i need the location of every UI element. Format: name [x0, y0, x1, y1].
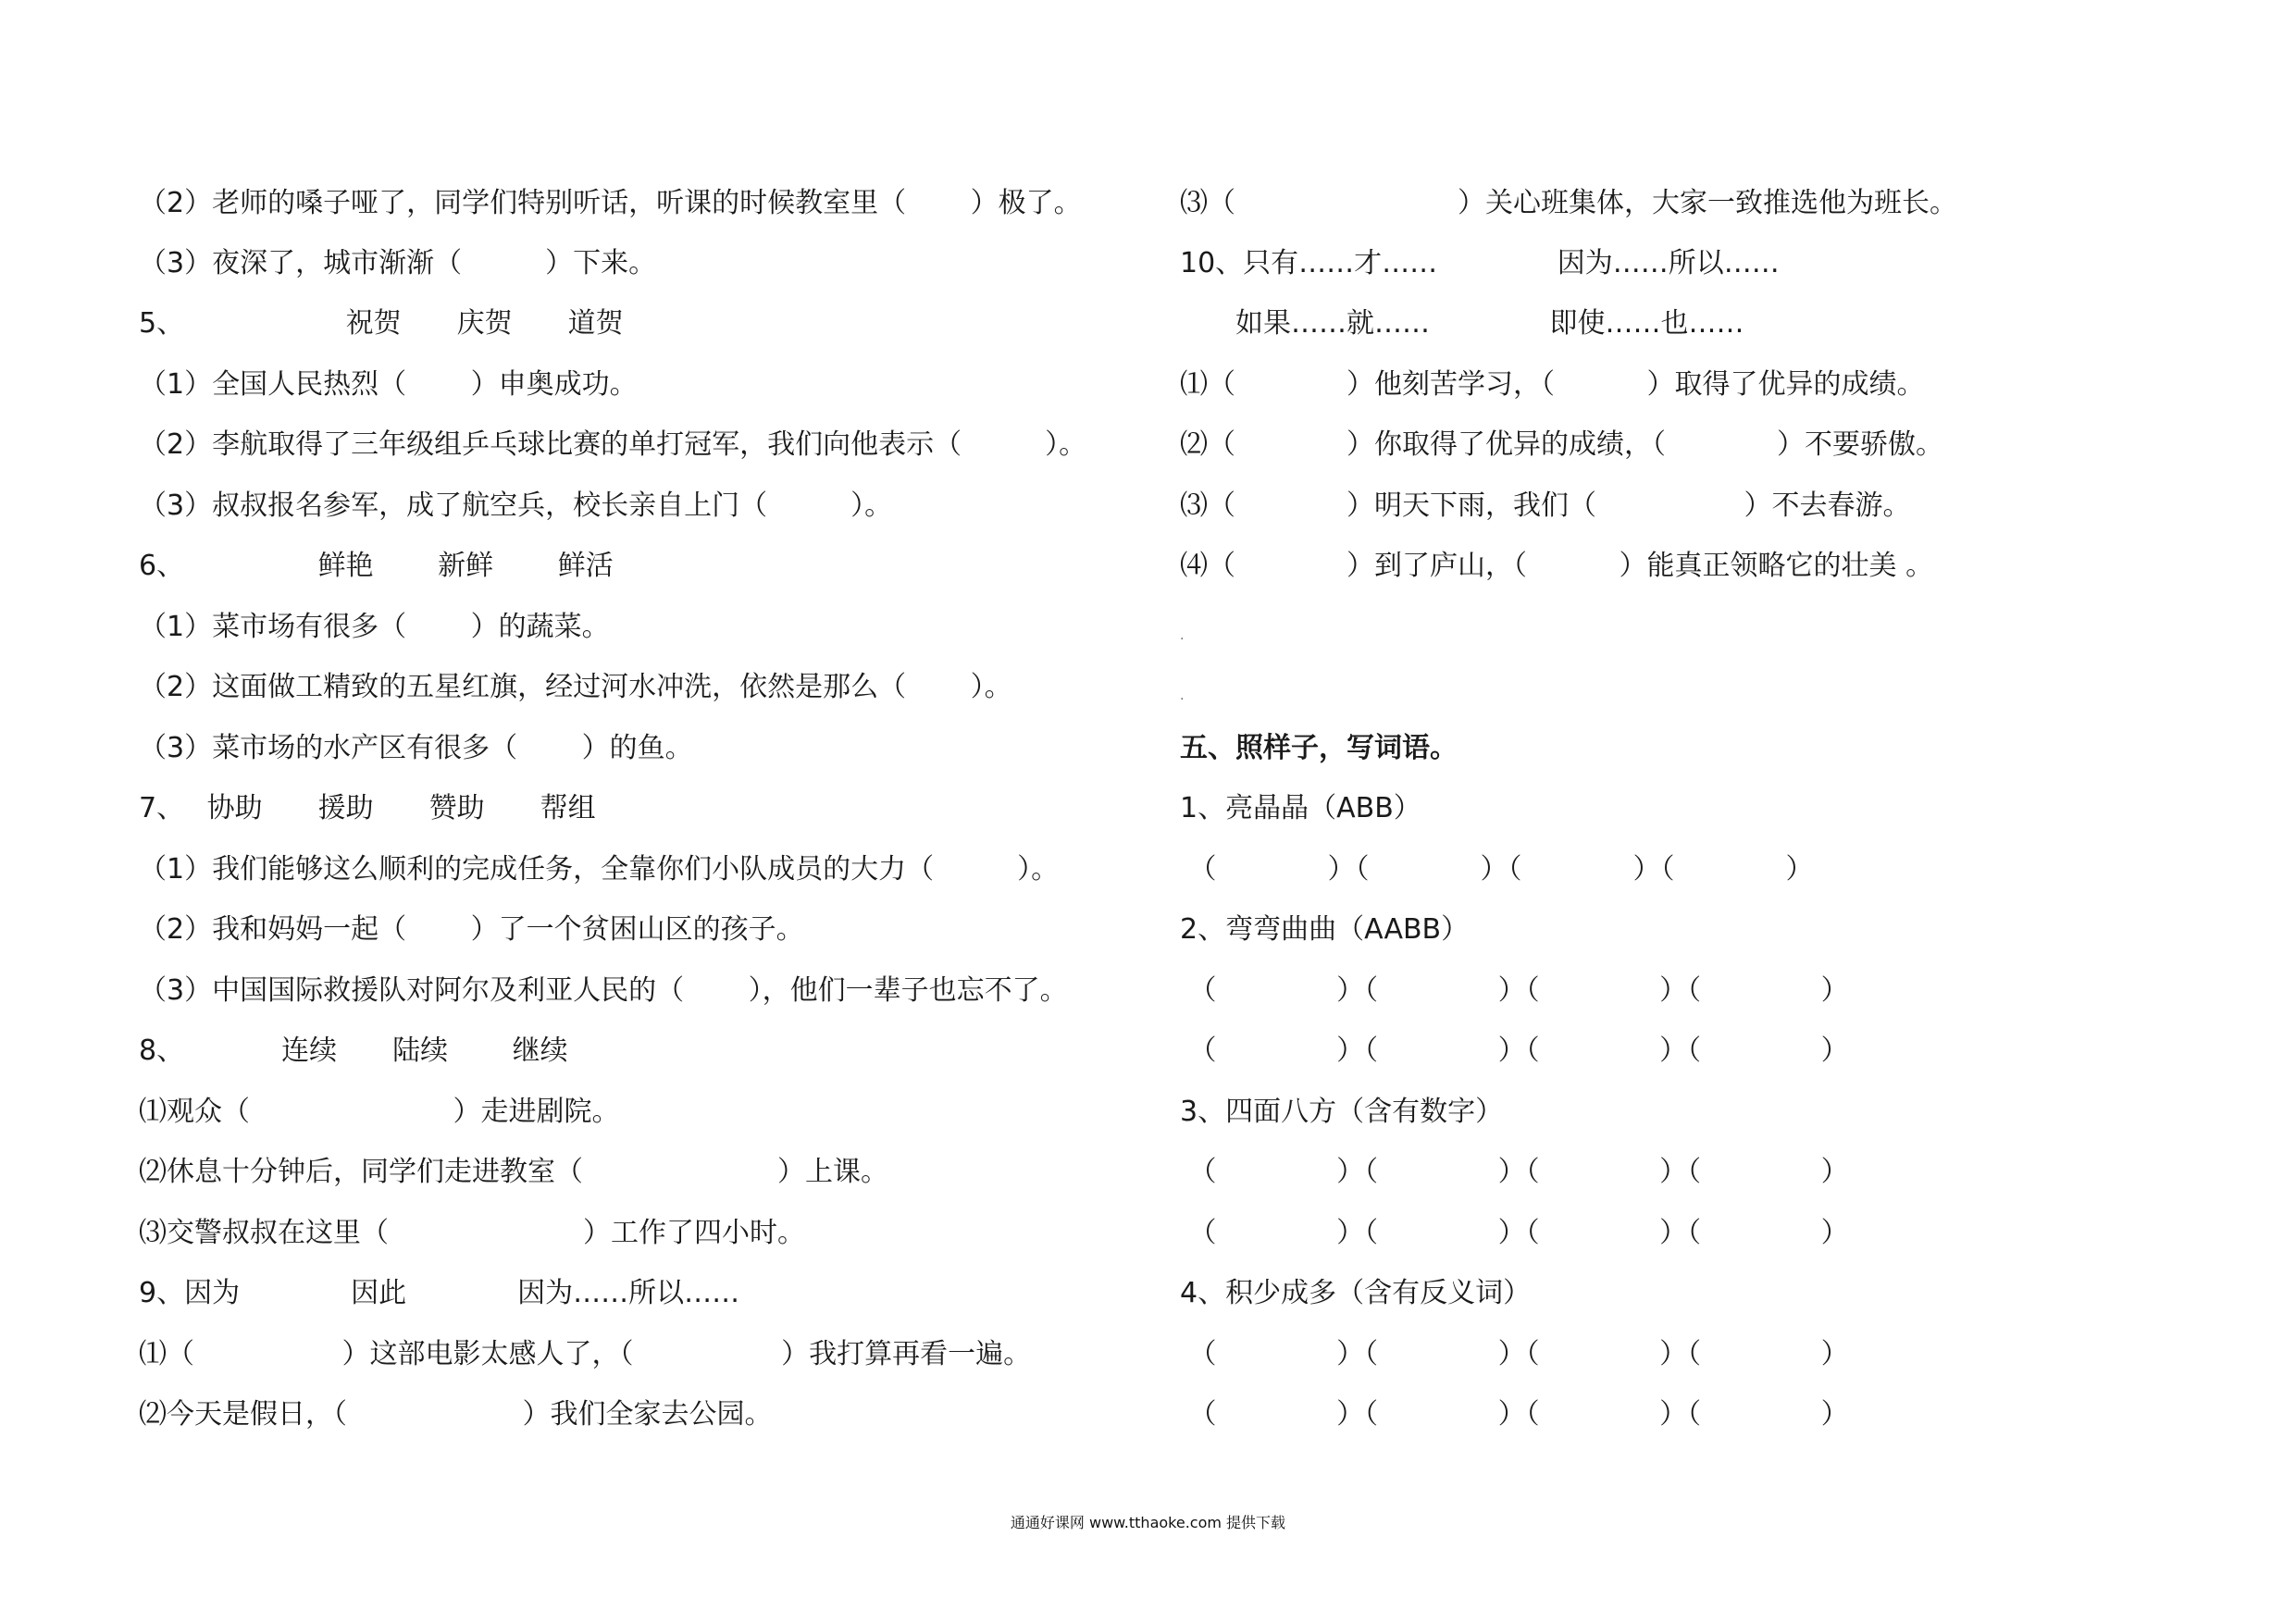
q6-item-3: （3）菜市场的水产区有很多（ ）的鱼。: [139, 732, 693, 764]
s5-q1-blanks: （ ）（ ）（ ）（ ）: [1180, 853, 1814, 886]
s5-q3-blanks-row-2: （ ）（ ）（ ）（ ）: [1180, 1217, 1849, 1249]
q5-item-1: （1）全国人民热烈（ ）申奥成功。: [139, 368, 638, 401]
page-footer: 通通好课网 www.tthaoke.com 提供下载: [1010, 1514, 1286, 1531]
q9-item-2: ⑵今天是假日，（ ）我们全家去公园。: [139, 1398, 773, 1431]
q7-heading: 7、 协助 援助 赞助 帮组: [139, 792, 596, 824]
q7-item-1: （1）我们能够这么顺利的完成任务，全靠你们小队成员的大力（ ）。: [139, 853, 1060, 886]
q9-item-1: ⑴（ ）这部电影太感人了，（ ）我打算再看一遍。: [139, 1338, 1032, 1370]
q5-item-2: （2）李航取得了三年级组乒乓球比赛的单打冠军，我们向他表示（ ）。: [139, 428, 1087, 461]
s5-q4-blanks-row-2: （ ）（ ）（ ）（ ）: [1180, 1398, 1849, 1431]
stray-dot: .: [1180, 688, 1185, 703]
q7-item-2: （2）我和妈妈一起（ ）了一个贫困山区的孩子。: [139, 913, 804, 946]
q6-heading: 6、 鲜艳 新鲜 鲜活: [139, 550, 614, 582]
q10-item-2: ⑵（ ）你取得了优异的成绩，（ ）不要骄傲。: [1180, 428, 1943, 461]
s5-q3-blanks-row-1: （ ）（ ）（ ）（ ）: [1180, 1156, 1849, 1188]
q7-item-3: （3）中国国际救援队对阿尔及利亚人民的（ ），他们一辈子也忘不了。: [139, 974, 1068, 1007]
q5-item-3: （3）叔叔报名参军，成了航空兵，校长亲自上门（ ）。: [139, 489, 893, 522]
q10-item-4: ⑷（ ）到了庐山，（ ）能真正领略它的壮美 。: [1180, 550, 1934, 582]
s5-q2-heading: 2、弯弯曲曲（AABB）: [1180, 913, 1470, 946]
q6-item-1: （1）菜市场有很多（ ）的蔬菜。: [139, 611, 610, 643]
q4-item-3: （3）夜深了，城市渐渐（ ）下来。: [139, 247, 657, 279]
q9-item-3: ⑶（ ）关心班集体，大家一致推选他为班长。: [1180, 187, 1957, 219]
q9-heading: 9、因为 因此 因为……所以……: [139, 1277, 740, 1309]
s5-q2-blanks-row-2: （ ）（ ）（ ）（ ）: [1180, 1035, 1849, 1067]
q10-item-1: ⑴（ ）他刻苦学习，（ ）取得了优异的成绩。: [1180, 368, 1925, 401]
s5-q1-heading: 1、亮晶晶（ABB）: [1180, 792, 1421, 824]
s5-q4-blanks-row-1: （ ）（ ）（ ）（ ）: [1180, 1338, 1849, 1370]
q5-heading: 5、 祝贺 庆贺 道贺: [139, 307, 624, 340]
q10-item-3: ⑶（ ）明天下雨，我们（ ）不去春游。: [1180, 489, 1911, 522]
q4-item-2: （2）老师的嗓子哑了，同学们特别听话，听课的时候教室里（ ）极了。: [139, 187, 1082, 219]
section-5-title: 五、照样子，写词语。: [1180, 732, 1458, 764]
s5-q4-heading: 4、积少成多（含有反义词）: [1180, 1277, 1532, 1309]
q8-item-3: ⑶交警叔叔在这里（ ）工作了四小时。: [139, 1217, 805, 1249]
stray-dot: .: [1180, 628, 1185, 643]
s5-q2-blanks-row-1: （ ）（ ）（ ）（ ）: [1180, 974, 1849, 1007]
s5-q3-heading: 3、四面八方（含有数字）: [1180, 1096, 1504, 1128]
q10-heading-row-2: 如果……就…… 即使……也……: [1180, 307, 1744, 340]
q8-heading: 8、 连续 陆续 继续: [139, 1035, 568, 1067]
q8-item-1: ⑴观众（ ）走进剧院。: [139, 1096, 620, 1128]
q8-item-2: ⑵休息十分钟后，同学们走进教室（ ）上课。: [139, 1156, 888, 1188]
q10-heading-row-1: 10、只有……才…… 因为……所以……: [1180, 247, 1780, 279]
q6-item-2: （2）这面做工精致的五星红旗，经过河水冲洗，依然是那么（ ）。: [139, 671, 1012, 703]
